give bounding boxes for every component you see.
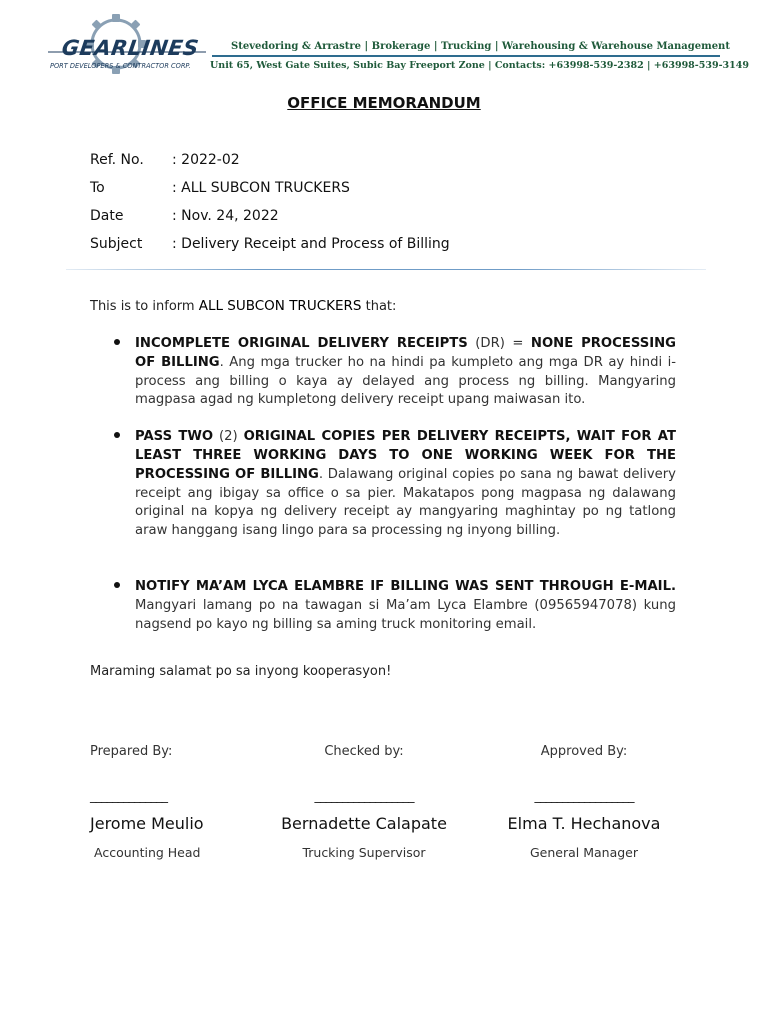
item-heading-continued: ORIGINAL COPIES PER DELIVERY RECEIPTS, WAIT FOR AT LEAST THREE WORKING DAYS TO ONE WORKING WEEK FOR THE PROCESSING OF BILLING <box>135 429 676 482</box>
letterhead-divider <box>212 55 720 57</box>
item-heading: NOTIFY MA’AM LYCA ELAMBRE IF BILLING WAS SENT THROUGH E-MAIL. <box>135 578 676 594</box>
bullet-icon <box>114 582 120 588</box>
item-heading: INCOMPLETE ORIGINAL DELIVERY RECEIPTS <box>135 336 468 351</box>
signature-line: ______________ <box>90 789 167 804</box>
signer-name: Jerome Meulio <box>90 814 204 833</box>
memo-items-list <box>114 335 676 634</box>
list-item <box>114 428 676 541</box>
services-line: Stevedoring & Arrastre | Brokerage | Trucking | Warehousing & Warehouse Management <box>231 41 730 52</box>
signer-position: Accounting Head <box>94 845 201 860</box>
signer-position: General Manager <box>529 845 639 860</box>
to-label: To <box>90 180 105 196</box>
intro-paragraph <box>90 298 396 314</box>
signer-name: Elma T. Hechanova <box>507 814 661 833</box>
signature-prepared <box>64 744 234 860</box>
signature-checked <box>264 744 464 860</box>
info-divider <box>66 269 706 270</box>
logo-tagline: PORT DEVELOPERS & CONTRACTOR CORP. <box>50 62 191 70</box>
intro-suffix: that: <box>361 299 397 314</box>
item-note: (DR) = <box>467 336 531 351</box>
signer-name: Bernadette Calapate <box>281 814 447 833</box>
memo-info-block <box>90 146 650 258</box>
ref-row <box>90 146 650 174</box>
item-heading: PASS TWO <box>135 429 214 445</box>
item-body: . Dalawang original copies po sana ng bawat delivery receipt ang ibigay sa office o sa pier. Makatapos pong magpasa ng dalawang original na kopya ng delivery receipt ay mangyaring maghintay po ng tatlong araw hanggang isang lingo para sa processing ng inyong billing. <box>135 466 676 539</box>
bullet-icon <box>114 432 120 438</box>
intro-recipients: ALL SUBCON TRUCKERS <box>198 298 362 314</box>
date-label: Date <box>90 208 124 224</box>
item-heading-continued: NONE PROCESSING OF BILLING <box>135 336 676 370</box>
list-item <box>114 578 676 634</box>
subject-label: Subject <box>90 236 143 252</box>
item-body: . Ang mga trucker ho na hindi pa kumpleto ang mga DR ay hindi i-process ang billing o kaya ay delayed ang process ng billing. Mangyaring magpasa agad ng kumpletong delivery receipt upang maiwasan ito. <box>135 354 676 408</box>
item-body: Mangyari lamang po na tawagan si Ma’am Lyca Elambre (09565947078) kung nagsend po kayo ng billing sa aming truck monitoring email. <box>135 597 676 632</box>
ref-label: Ref. No. <box>90 152 144 168</box>
signature-approved <box>484 744 684 860</box>
list-item <box>114 335 676 410</box>
signer-position: Trucking Supervisor <box>302 845 426 860</box>
signature-line: __________________ <box>534 789 634 804</box>
bullet-icon <box>114 339 120 345</box>
subject-value: : Delivery Receipt and Process of Billing <box>172 236 450 252</box>
closing-line: Maraming salamat po sa inyong kooperasyon! <box>90 664 392 679</box>
to-value: : ALL SUBCON TRUCKERS <box>172 180 350 196</box>
logo-wordmark: GEARLINES <box>60 36 201 60</box>
item-note: (2) <box>213 429 244 445</box>
company-logo <box>46 12 214 76</box>
signature-role-label: Checked by: <box>324 744 404 759</box>
intro-prefix: This is to inform <box>90 299 199 314</box>
memo-title: OFFICE MEMORANDUM <box>287 94 481 112</box>
signature-role-label: Approved By: <box>540 744 628 759</box>
signature-role-label: Prepared By: <box>90 744 173 759</box>
ref-value: : 2022-02 <box>172 152 240 168</box>
contact-line: Unit 65, West Gate Suites, Subic Bay Freeport Zone | Contacts: +63998-539-2382 | +63998-539-3149 <box>210 60 749 71</box>
signature-line: __________________ <box>314 789 414 804</box>
subject-row <box>90 230 650 258</box>
date-value: : Nov. 24, 2022 <box>172 208 279 224</box>
to-row <box>90 174 650 202</box>
date-row <box>90 202 650 230</box>
